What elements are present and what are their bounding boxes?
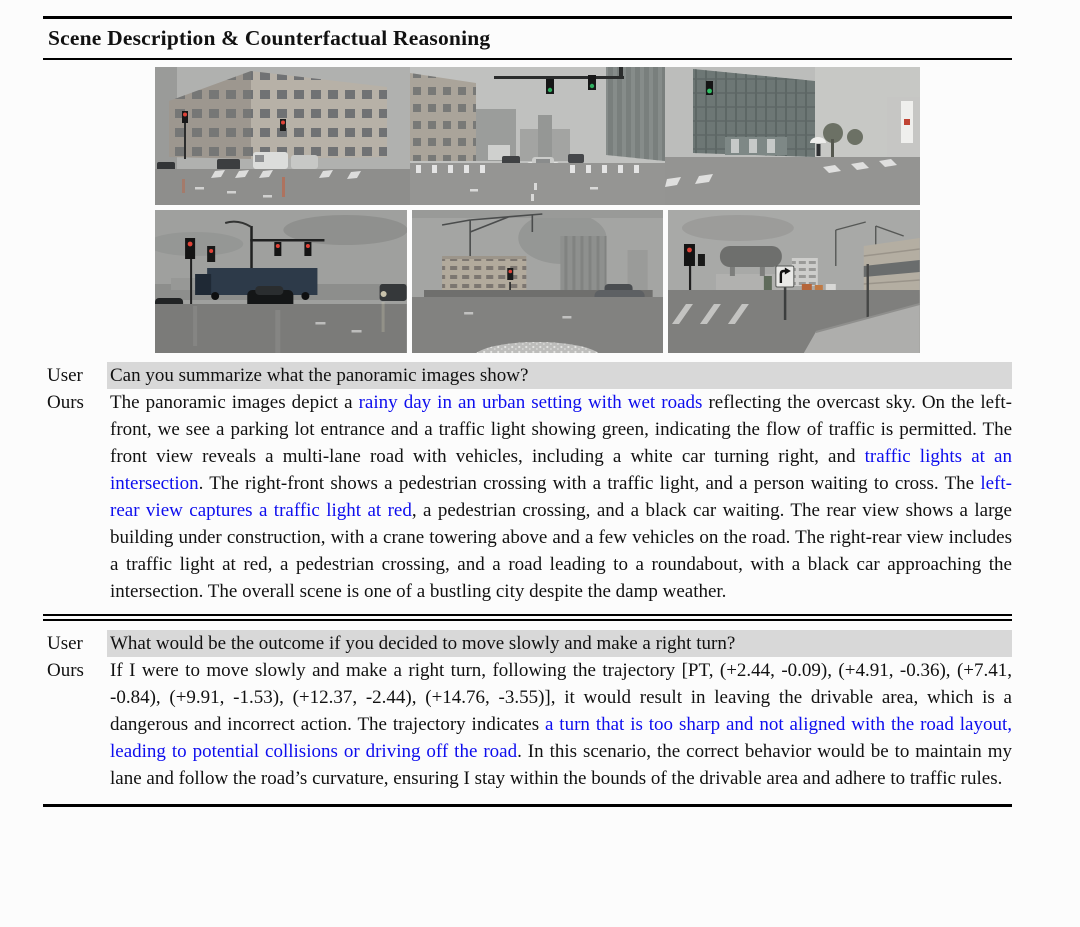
question-text: What would be the outcome if you decided to move slowly and make a right turn? bbox=[107, 630, 1012, 657]
answer-text: The panoramic images depict a rainy day in an urban setting with wet roads reflecting the overcast sky. On the left-front, we see a parking lot entrance and a traffic light showing green, indicating the flow of traffic is permitted. The front view reveals a multi-lane road with vehicles, including a white car turning right, and traffic lights at an intersection. The right-front shows a pedestrian crossing with a traffic light, and a person waiting to cross. The left-rear view captures a traffic light at red, a pedestrian crossing, and a black car waiting. The rear view shows a large building under construction, with a crane towering above and a few vehicles on the road. The right-rear view includes a traffic light at red, a pedestrian crossing, and a road leading to a roundabout, with a black car approaching the intersection. The overall scene is one of a bustling city despite the damp weather. bbox=[110, 392, 1012, 602]
bottom-rule bbox=[43, 804, 1012, 807]
camera-rear-image bbox=[412, 210, 664, 353]
answer-row bbox=[43, 389, 1012, 605]
ours-label: Ours bbox=[47, 660, 84, 681]
answer-text: If I were to move slowly and make a right turn, following the trajectory [PT, (+2.44, -0.09), (+4.91, -0.36), (+7.41, -0.84), (+9.91, -1.53), (+12.37, -2.44), (+14.76, -3.55)], it would result in leaving the drivable area, which is a dangerous and incorrect action. The trajectory indicates a turn that is too sharp and not aligned with the road layout, leading to potential collisions or driving off the road. In this scenario, the correct behavior would be to maintain my lane and follow the road’s curvature, ensuring I stay within the bounds of the drivable area and adhere to traffic rules. bbox=[110, 660, 1013, 789]
camera-right-rear-image bbox=[668, 210, 920, 353]
qa-block-1 bbox=[43, 362, 1012, 605]
answer-row bbox=[43, 657, 1012, 792]
title-rule bbox=[43, 58, 1012, 60]
ours-label: Ours bbox=[47, 392, 84, 413]
paper-figure bbox=[43, 0, 1012, 807]
camera-left-front-image bbox=[155, 67, 410, 205]
question-row bbox=[43, 362, 1012, 389]
double-rule bbox=[43, 614, 1012, 621]
camera-left-rear-image bbox=[155, 210, 407, 353]
panoramic-images bbox=[155, 67, 920, 353]
green-traffic-light bbox=[706, 81, 713, 95]
qa-block-2 bbox=[43, 630, 1012, 792]
green-post bbox=[764, 276, 772, 292]
top-rule bbox=[43, 16, 1012, 19]
figure-title: Scene Description & Counterfactual Reasoning bbox=[48, 26, 491, 50]
rear-camera-row bbox=[155, 210, 920, 353]
camera-right-front-image bbox=[665, 67, 920, 205]
user-label: User bbox=[47, 633, 83, 654]
user-label: User bbox=[47, 365, 83, 386]
camera-front-image bbox=[410, 67, 665, 205]
right-building bbox=[864, 238, 920, 294]
oncoming-car bbox=[380, 284, 407, 301]
construction-building bbox=[442, 256, 526, 292]
banner-building bbox=[887, 97, 920, 157]
question-text: Can you summarize what the panoramic images show? bbox=[107, 362, 1012, 389]
question-row bbox=[43, 630, 1012, 657]
front-camera-row bbox=[155, 67, 920, 205]
